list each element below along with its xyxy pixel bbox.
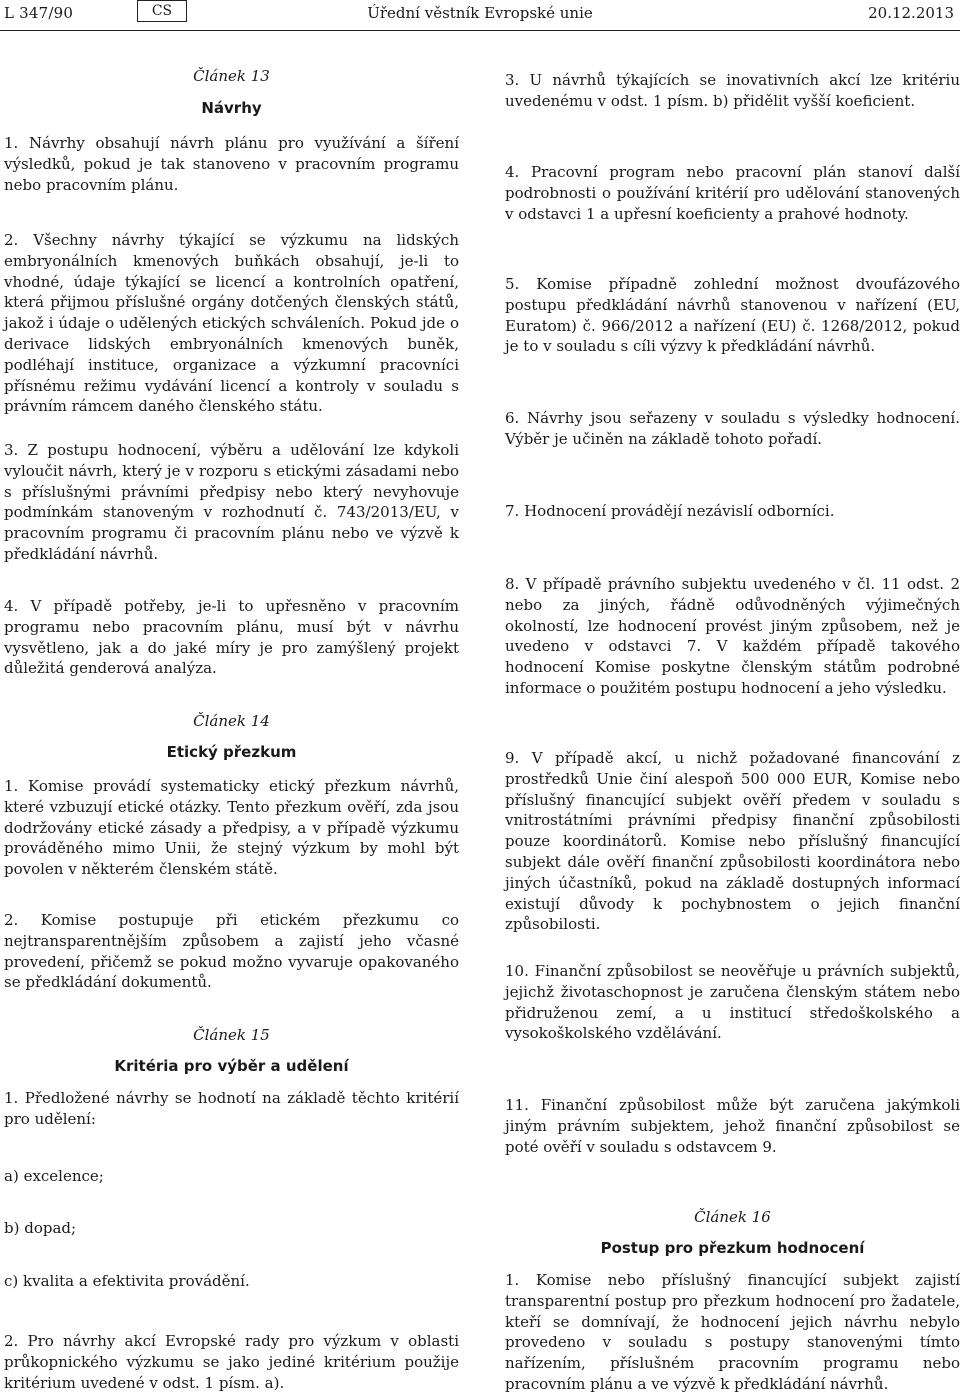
article-13-paragraph-3: 3. Z postupu hodnocení, výběru a udělování lze kdykoli vyloučit návrh, který je v rozporu s etickými zásadami nebo s příslušnými právními předpisy nebo který nevyhovuje podmínkám stanoveným v rozhodnutí č. 743/2013/EU, v pracovním programu či pracovním plánu nebo ve výzvě k předkládání návrhů.: [4, 441, 459, 563]
article-13-number: Článek 13: [193, 67, 270, 85]
publication-date: 20.12.2013: [868, 4, 954, 22]
article-15-paragraph-11: 11. Finanční způsobilost může být zaručena jakýmkoli jiným právním subjektem, jehož finanční způsobilost se poté ověří v souladu s odstavcem 9.: [505, 1096, 960, 1156]
article-15-paragraph-10: 10. Finanční způsobilost se neověřuje u právních subjektů, jejichž životaschopnost je zaručena členským státem nebo přidruženou zemí, a u institucí středoškolského a vysokoškolského vzdělávání.: [505, 962, 960, 1043]
article-14-paragraph-2: 2. Komise postupuje při etickém přezkumu co nejtransparentnějším způsobem a zajistí jeho včasné provedení, přičemž se pokud možno vyvaruje opakovaného se předkládání dokumentů.: [4, 911, 459, 992]
article-14-number: Článek 14: [193, 712, 270, 730]
article-15-paragraph-4: 4. Pracovní program nebo pracovní plán stanoví další podrobnosti o používání kritérií pro udělování stanovených v odstavci 1 a upřesní koeficienty a prahové hodnoty.: [505, 163, 960, 223]
article-15-paragraph-8: 8. V případě právního subjektu uvedeného v čl. 11 odst. 2 nebo za jiných, řádně odůvodněných výjimečných okolností, lze hodnocení provést jiným způsobem, než je uvedeno v odstavci 7. V každém případě takového hodnocení Komise poskytne členským státům podrobné informace o použitém postupu hodnocení a jeho výsledku.: [505, 575, 960, 697]
article-15-paragraph-7: 7. Hodnocení provádějí nezávislí odborníci.: [505, 502, 835, 520]
article-16-number: Článek 16: [694, 1208, 771, 1226]
article-15-paragraph-1: 1. Předložené návrhy se hodnotí na základě těchto kritérií pro udělení:: [4, 1089, 459, 1128]
article-13-paragraph-2: 2. Všechny návrhy týkající se výzkumu na lidských embryonálních kmenových buňkách obsahují, je-li to vhodné, údaje týkající se licencí a kontrolních opatření, která přijmou příslušné orgány dotčených členských států, jakož i údaje o udělených etických schváleních. Pokud jde o derivace lidských embryonálních kmenových buněk, podléhají instituce, organizace a výzkumní pracovníci přísnému režimu vydávání licencí a kontroly v souladu s právním rámcem daného členského státu.: [4, 231, 459, 416]
article-15-paragraph-2: 2. Pro návrhy akcí Evropské rady pro výzkum v oblasti průkopnického výzkumu se jako jediné kritérium použije kritérium uvedené v odst. 1 písm. a).: [4, 1332, 459, 1392]
article-15-paragraph-3: 3. U návrhů týkajících se inovativních akcí lze kritériu uvedenému v odst. 1 písm. b) přidělit vyšší koeficient.: [505, 71, 960, 110]
article-15-paragraph-9: 9. V případě akcí, u nichž požadované financování z prostředků Unie činí alespoň 500 000 EUR, Komise nebo příslušný financující subjekt ověří předem v souladu s vnitrostátními právními předpisy finanční způsobilosti pouze koordinátorů. Komise nebo příslušný financující subjekt dále ověří finanční způsobilosti koordinátora nebo jiných účastníků, pokud na základě dostupných informací existují důvody k pochybnostem o jejich finanční způsobilosti.: [505, 749, 960, 934]
article-13-paragraph-1: 1. Návrhy obsahují návrh plánu pro využívání a šíření výsledků, pokud je tak stanoveno v pracovním programu nebo pracovním plánu.: [4, 134, 459, 194]
article-13-title: Návrhy: [201, 99, 262, 117]
page-header: [0, 0, 960, 30]
language-badge: CS: [137, 0, 187, 22]
header-divider: [0, 30, 960, 31]
article-16-paragraph-1: 1. Komise nebo příslušný financující subjekt zajistí transparentní postup pro přezkum hodnocení pro žadatele, kteří se domnívají, že hodnocení jejich návrhu nebylo provedeno v souladu s postupy stanovenými tímto nařízením, příslušném pracovním programu nebo pracovním plánu a ve výzvě k předkládání návrhů.: [505, 1271, 960, 1393]
article-15-paragraph-6: 6. Návrhy jsou seřazeny v souladu s výsledky hodnocení. Výběr je učiněn na základě tohoto pořadí.: [505, 409, 960, 448]
article-16-title: Postup pro přezkum hodnocení: [600, 1239, 865, 1257]
article-15-number: Článek 15: [193, 1026, 270, 1044]
criterion-c: c) kvalita a efektivita provádění.: [4, 1272, 250, 1290]
article-15-paragraph-5: 5. Komise případně zohlední možnost dvoufázového postupu předkládání návrhů stanovenou v nařízení (EU, Euratom) č. 966/2012 a nařízení (EU) č. 1268/2012, pokud je to v souladu s cíli výzvy k předkládání návrhů.: [505, 275, 960, 356]
article-14-paragraph-1: 1. Komise provádí systematicky etický přezkum návrhů, které vzbuzují etické otázky. Tento přezkum ověří, zda jsou dodržovány etické zásady a předpisy, a v případě výzkumu prováděného mimo Unii, že stejný výzkum by mohl být povolen v některém členském státě.: [4, 777, 459, 879]
criterion-a: a) excelence;: [4, 1167, 104, 1185]
page-reference: L 347/90: [4, 4, 74, 22]
journal-title: Úřední věstník Evropské unie: [367, 4, 593, 22]
criterion-b: b) dopad;: [4, 1219, 77, 1237]
article-14-title: Etický přezkum: [166, 743, 297, 761]
article-13-paragraph-4: 4. V případě potřeby, je-li to upřesněno v pracovním programu nebo pracovním plánu, musí být v návrhu vysvětleno, jak a do jaké míry je pro zamýšlený projekt důležitá genderová analýza.: [4, 597, 459, 678]
article-15-title: Kritéria pro výběr a udělení: [114, 1057, 349, 1075]
